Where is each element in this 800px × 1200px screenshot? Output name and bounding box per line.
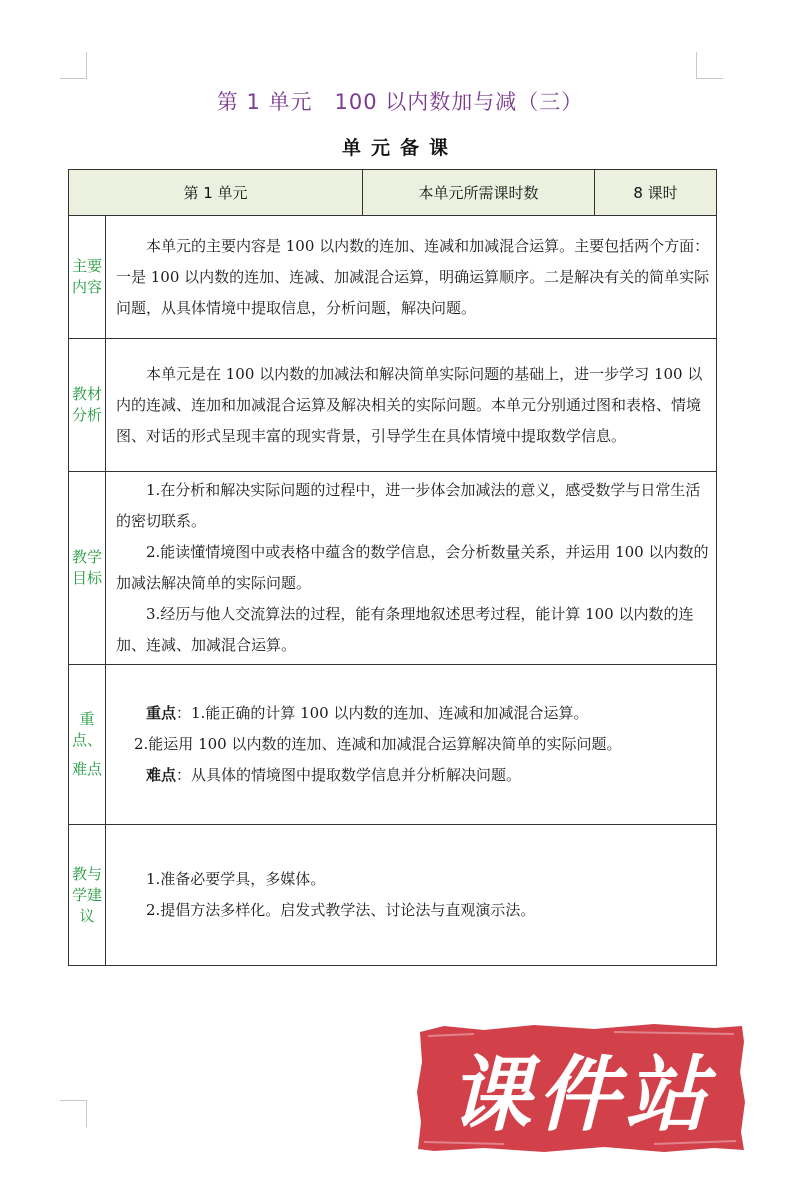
key-text-2: 2.能运用 100 以内数的连加、连减和加减混合运算解决简单的实际问题。 (134, 735, 622, 753)
paragraph: 2.能读懂情境图中或表格中蕴含的数学信息，会分析数量关系，并运用 100 以内数的加减法解决简单的实际问题。 (116, 543, 709, 592)
key-text: ：1.能正确的计算 100 以内数的连加、连减和加减混合运算。 (176, 704, 589, 722)
document-subtitle: 单元备课 (341, 137, 458, 159)
table-row-key-points (69, 665, 717, 825)
table-row-teaching-goals (69, 472, 717, 665)
difficulty-label: 难点 (146, 766, 177, 784)
table-row-suggestions (69, 825, 717, 966)
document-title: 第 1 单元 100 以内数加与减（三） (216, 90, 584, 114)
paragraph: 1.在分析和解决实际问题的过程中，进一步体会加减法的意义，感受数学与日常生活的密切联系。 (116, 481, 701, 530)
row-label-line: 教学 (71, 548, 102, 566)
row-label-line: 学建 (71, 885, 102, 904)
row-label-line: 内容 (71, 278, 102, 296)
watermark-stamp (414, 1022, 748, 1154)
row-label-main-content (69, 216, 106, 339)
row-label-line: 目标 (71, 569, 102, 587)
row-label-line: 议 (79, 906, 95, 925)
key-label: 重点 (146, 704, 177, 722)
table-row-main-content (69, 216, 717, 339)
table-header-row (69, 170, 717, 216)
row-label-line: 教与 (71, 864, 102, 883)
row-label-suggestions (69, 825, 106, 966)
table-row-material-analysis (69, 339, 717, 472)
crop-mark-top-right (696, 52, 723, 79)
material-analysis-text (106, 339, 717, 472)
hours-label-cell: 本单元所需课时数 (363, 170, 595, 216)
row-label-material-analysis (69, 339, 106, 472)
row-label-line: 重点、 (71, 710, 102, 749)
stamp-text: 课件站 (449, 1047, 713, 1143)
main-content-text (106, 216, 717, 339)
row-label-key-points (69, 665, 106, 825)
row-label-line: 主要 (71, 257, 102, 275)
key-points-text (106, 665, 717, 825)
teaching-goals-text (106, 472, 717, 665)
lesson-plan-table (68, 169, 717, 966)
paragraph: 2.提倡方法多样化。启发式教学法、讨论法与直观演示法。 (146, 901, 536, 919)
row-label-line: 难点 (71, 760, 102, 778)
paragraph: 本单元的主要内容是 100 以内数的连加、连减和加减混合运算。主要包括两个方面：一是 100 以内数的连加、连减、加减混合运算，明确运算顺序。二是解决有关的简单实际问题，从具体情境中提取信息，分析问题，解决问题。 (116, 236, 710, 317)
suggestions-text (106, 825, 717, 966)
difficulty-text: ：从具体的情境图中提取数学信息并分析解决问题。 (176, 766, 522, 784)
row-label-teaching-goals (69, 472, 106, 665)
crop-mark-top-left (60, 52, 87, 79)
paragraph: 本单元是在 100 以内数的加减法和解决简单实际问题的基础上，进一步学习 100 以内的连减、连加和加减混合运算及解决相关的实际问题。本单元分别通过图和表格、情境图、对话的形式呈现丰富的现实背景，引导学生在具体情境中提取数学信息。 (116, 364, 703, 445)
paragraph: 1.准备必要学具，多媒体。 (146, 870, 326, 888)
hours-value-cell: 8 课时 (595, 170, 717, 216)
paragraph: 3.经历与他人交流算法的过程，能有条理地叙述思考过程，能计算 100 以内数的连加、连减、加减混合运算。 (116, 605, 694, 654)
row-label-line: 分析 (71, 406, 102, 424)
crop-mark-bottom-left (60, 1100, 87, 1127)
unit-cell: 第 1 单元 (69, 170, 363, 216)
row-label-line: 教材 (71, 385, 102, 403)
